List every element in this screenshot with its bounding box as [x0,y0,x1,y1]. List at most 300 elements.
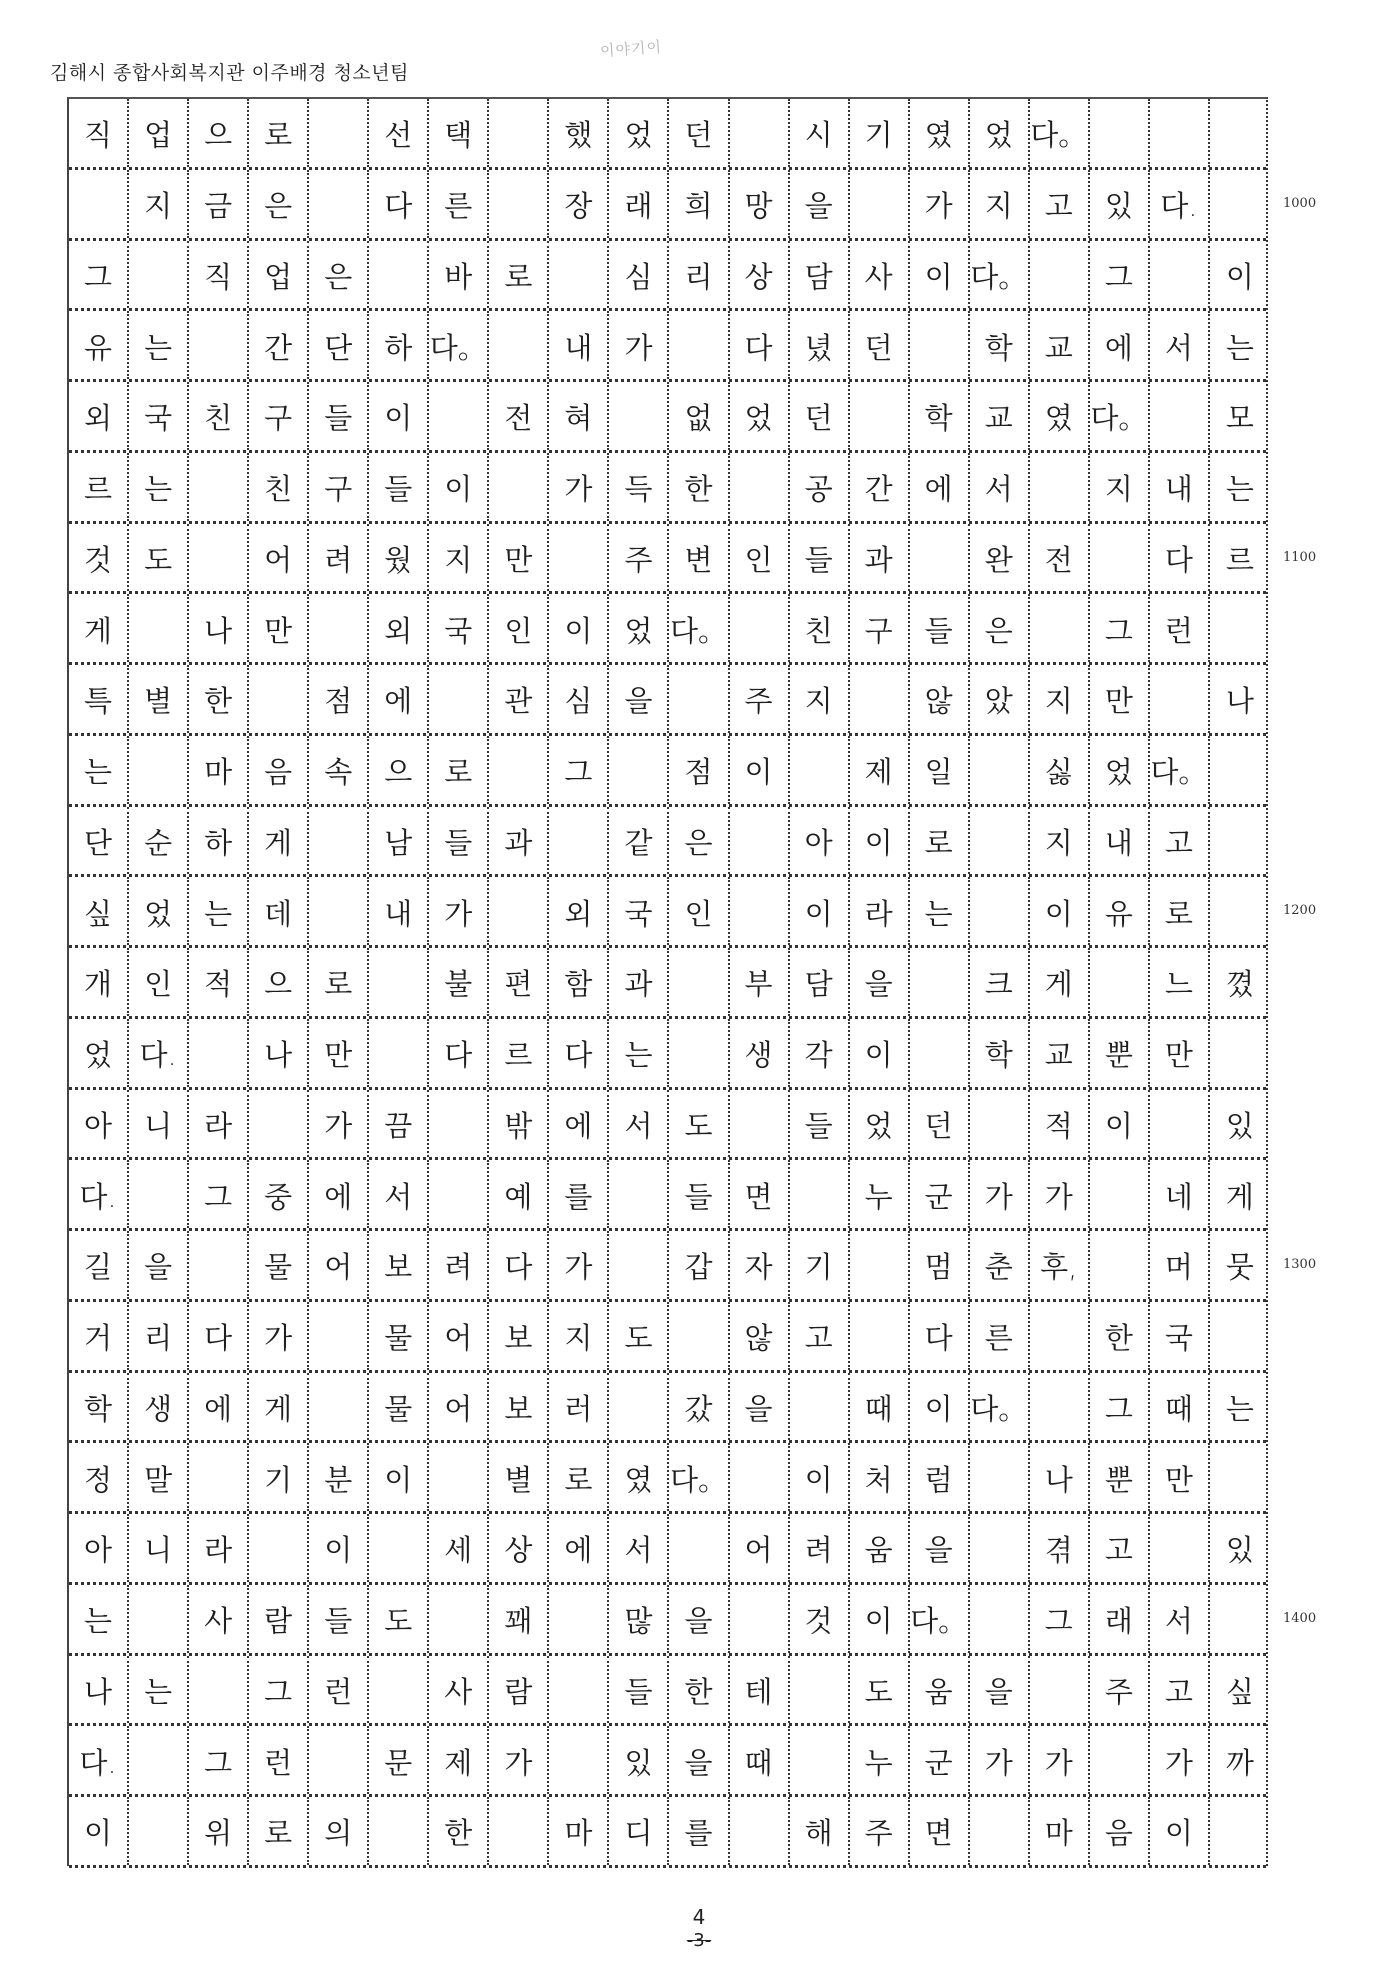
manuscript-cell: 가 [489,1726,549,1794]
manuscript-cell: 그 [1090,1373,1150,1441]
manuscript-cell: 지 [1030,807,1090,875]
manuscript-cell: 일 [910,736,970,804]
manuscript-row [69,948,1266,1019]
manuscript-cell: 교 [1030,311,1090,379]
manuscript-cell: 누 [850,1726,910,1794]
manuscript-cell: 지 [1030,665,1090,733]
manuscript-cell: 정 [69,1443,129,1511]
manuscript-cell: 라 [189,1090,249,1158]
manuscript-cell: 희 [669,170,729,238]
manuscript-cell: 를 [669,1797,729,1865]
manuscript-cell: 로 [1150,877,1210,945]
margin-count-label: 1400 [1283,1610,1317,1626]
manuscript-cell: 것 [790,1585,850,1653]
manuscript-cell: 이 [1150,1797,1210,1865]
manuscript-cell: 물 [369,1302,429,1370]
manuscript-cell: 테 [730,1656,790,1724]
manuscript-cell [429,1443,489,1511]
manuscript-cell: 업 [129,99,189,167]
manuscript-cell [1210,1443,1270,1511]
manuscript-cell: 해 [790,1797,850,1865]
manuscript-cell: 내 [549,311,609,379]
manuscript-cell: 만 [1150,1443,1210,1511]
manuscript-row [69,1090,1266,1161]
manuscript-cell: 가 [249,1302,309,1370]
manuscript-cell [369,241,429,309]
manuscript-cell: 금 [189,170,249,238]
manuscript-cell [609,382,669,450]
manuscript-cell: 가 [1030,1160,1090,1228]
manuscript-cell [970,1797,1030,1865]
manuscript-cell: 주 [850,1797,910,1865]
manuscript-cell: 인 [669,877,729,945]
manuscript-cell: 꽤 [489,1585,549,1653]
manuscript-cell: 외 [549,877,609,945]
manuscript-cell: 에 [309,1160,369,1228]
manuscript-cell: 었 [970,99,1030,167]
manuscript-row [69,1373,1266,1444]
manuscript-cell: 서 [369,1160,429,1228]
manuscript-cell: 들 [669,1160,729,1228]
manuscript-cell [730,1797,790,1865]
manuscript-cell: 고 [1150,1656,1210,1724]
manuscript-cell: 제 [850,736,910,804]
manuscript-cell: 려 [309,524,369,592]
manuscript-cell [1210,1797,1270,1865]
manuscript-cell [1090,948,1150,1016]
manuscript-cell: 아 [790,807,850,875]
manuscript-cell [850,665,910,733]
manuscript-cell: 고 [1030,170,1090,238]
manuscript-cell: 한 [429,1797,489,1865]
manuscript-cell: 들 [309,382,369,450]
manuscript-cell [730,1443,790,1511]
manuscript-cell: 가 [970,1160,1030,1228]
manuscript-cell: 럼 [910,1443,970,1511]
manuscript-cell: 부 [730,948,790,1016]
manuscript-cell [129,241,189,309]
manuscript-cell [790,1373,850,1441]
manuscript-cell: 한 [1090,1302,1150,1370]
manuscript-cell: 단 [69,807,129,875]
manuscript-cell: 었 [730,382,790,450]
manuscript-cell: 어 [429,1373,489,1441]
manuscript-cell: 마 [549,1797,609,1865]
manuscript-cell: 다。 [1150,736,1210,804]
manuscript-cell: 리 [669,241,729,309]
manuscript-cell: 지 [790,665,850,733]
document-header-title: 김해시 종합사회복지관 이주배경 청소년팀 [50,62,409,84]
manuscript-cell: 였 [609,1443,669,1511]
manuscript-cell [970,877,1030,945]
manuscript-cell: 구 [249,382,309,450]
manuscript-cell [1150,665,1210,733]
manuscript-cell: 유 [1090,877,1150,945]
manuscript-cell [69,170,129,238]
page-number: 4 [692,1905,706,1929]
manuscript-cell: 이 [910,241,970,309]
manuscript-cell: 로 [910,807,970,875]
manuscript-cell: 점 [309,665,369,733]
manuscript-cell: 움 [910,1656,970,1724]
manuscript-cell: 생 [730,1019,790,1087]
manuscript-cell: 이 [1090,1090,1150,1158]
manuscript-cell: 혀 [549,382,609,450]
manuscript-cell: 르 [489,1019,549,1087]
manuscript-cell: 지 [970,170,1030,238]
manuscript-cell: 거 [69,1302,129,1370]
manuscript-cell [1030,241,1090,309]
manuscript-row [69,807,1266,878]
manuscript-cell: 게 [1030,948,1090,1016]
margin-count-label: 1000 [1283,195,1317,211]
manuscript-cell: 들 [910,594,970,662]
manuscript-cell [309,1373,369,1441]
manuscript-cell: 로 [249,99,309,167]
manuscript-cell: 가 [549,1231,609,1299]
manuscript-cell: 주 [609,524,669,592]
manuscript-cell: 이 [1225,259,1254,294]
manuscript-cell [730,99,790,167]
manuscript-cell: 었 [1090,736,1150,804]
manuscript-cell: 고 [1150,807,1210,875]
manuscript-cell: 한 [669,1656,729,1724]
manuscript-cell [129,736,189,804]
manuscript-cell [369,1656,429,1724]
manuscript-cell [669,665,729,733]
manuscript-cell: 다. [69,1160,129,1228]
manuscript-cell: 가 [609,311,669,379]
manuscript-cell: 춘 [970,1231,1030,1299]
manuscript-cell [369,1019,429,1087]
manuscript-cell: 있 [609,1726,669,1794]
margin-count-label: 1300 [1283,1257,1317,1273]
manuscript-cell: 기 [790,1231,850,1299]
manuscript-cell: 니 [129,1090,189,1158]
manuscript-cell: 으 [249,948,309,1016]
manuscript-cell: 음 [1090,1797,1150,1865]
manuscript-cell: 별 [129,665,189,733]
manuscript-cell [1210,170,1270,238]
manuscript-cell: 사 [850,241,910,309]
manuscript-cell: 머 [1150,1231,1210,1299]
manuscript-cell: 바 [429,241,489,309]
manuscript-cell: 업 [249,241,309,309]
manuscript-cell: 예 [489,1160,549,1228]
manuscript-cell [1030,453,1090,521]
manuscript-cell: 득 [609,453,669,521]
manuscript-cell: 웠 [369,524,429,592]
manuscript-cell [730,453,790,521]
manuscript-cell: 있 [1225,1533,1254,1568]
manuscript-cell: 만 [309,1019,369,1087]
manuscript-cell: 래 [1090,1585,1150,1653]
manuscript-cell: 어 [730,1514,790,1582]
manuscript-cell: 끔 [369,1090,429,1158]
manuscript-cell: 내 [1090,807,1150,875]
manuscript-cell: 니 [129,1514,189,1582]
manuscript-cell [910,948,970,1016]
manuscript-cell: 주 [730,665,790,733]
manuscript-cell: 문 [369,1726,429,1794]
manuscript-cell [1210,594,1270,662]
manuscript-cell: 는 [69,1585,129,1653]
manuscript-cell: 은 [249,170,309,238]
manuscript-cell: 택 [429,99,489,167]
manuscript-cell: 을 [609,665,669,733]
manuscript-cell [1210,1019,1270,1087]
manuscript-cell: 려 [790,1514,850,1582]
manuscript-cell [309,99,369,167]
manuscript-cell: 구 [309,453,369,521]
manuscript-cell [970,1585,1030,1653]
manuscript-cell: 학 [910,382,970,450]
manuscript-cell: 다 [189,1302,249,1370]
manuscript-cell: 이 [1030,877,1090,945]
manuscript-cell: 에 [369,665,429,733]
manuscript-cell: 담 [790,241,850,309]
manuscript-cell [489,99,549,167]
manuscript-cell: 들 [369,453,429,521]
manuscript-cell: 다 [910,1302,970,1370]
manuscript-cell [129,594,189,662]
manuscript-cell: 관 [489,665,549,733]
manuscript-cell: 는 [1225,330,1254,365]
manuscript-cell: 뿐 [1090,1019,1150,1087]
manuscript-cell [790,1160,850,1228]
manuscript-cell: 것 [69,524,129,592]
manuscript-cell: 어 [309,1231,369,1299]
manuscript-cell: 상 [730,241,790,309]
manuscript-cell: 게 [69,594,129,662]
manuscript-cell [730,807,790,875]
manuscript-cell: 각 [790,1019,850,1087]
manuscript-row [69,524,1266,595]
margin-count-label: 1100 [1283,549,1317,565]
manuscript-cell: 음 [249,736,309,804]
manuscript-cell [850,382,910,450]
manuscript-cell [669,948,729,1016]
manuscript-row [69,1160,1266,1231]
manuscript-cell: 싶 [69,877,129,945]
manuscript-cell: 람 [489,1656,549,1724]
manuscript-cell: 나 [189,594,249,662]
manuscript-cell: 망 [730,170,790,238]
manuscript-cell [309,1726,369,1794]
manuscript-cell: 같 [609,807,669,875]
manuscript-cell: 멈 [910,1231,970,1299]
manuscript-cell: 이 [910,1373,970,1441]
manuscript-cell [1150,1514,1210,1582]
manuscript-cell [429,382,489,450]
manuscript-cell: 꼈 [1225,967,1254,1002]
manuscript-cell: 들 [609,1656,669,1724]
manuscript-cell [309,170,369,238]
manuscript-cell: 이 [850,1019,910,1087]
manuscript-cell: 서 [1150,311,1210,379]
manuscript-cell [970,736,1030,804]
manuscript-cell: 면 [910,1797,970,1865]
manuscript-cell: 없 [669,382,729,450]
manuscript-cell [1030,594,1090,662]
manuscript-cell: 가 [1150,1726,1210,1794]
manuscript-row [69,1302,1266,1373]
manuscript-cell: 가 [429,877,489,945]
manuscript-cell: 도 [369,1585,429,1653]
manuscript-cell: 그 [1030,1585,1090,1653]
manuscript-cell: 은 [970,594,1030,662]
manuscript-cell [549,524,609,592]
manuscript-cell [1210,877,1270,945]
manuscript-cell: 주 [1090,1656,1150,1724]
manuscript-cell [429,1585,489,1653]
margin-count-label: 1200 [1283,903,1317,919]
manuscript-cell: 완 [970,524,1030,592]
manuscript-cell: 로 [429,736,489,804]
manuscript-cell: 로 [489,241,549,309]
manuscript-cell: 구 [850,594,910,662]
manuscript-cell: 는 [69,736,129,804]
manuscript-cell: 나 [249,1019,309,1087]
manuscript-cell: 말 [129,1443,189,1511]
manuscript-cell: 런 [249,1726,309,1794]
manuscript-cell: 하 [189,807,249,875]
manuscript-cell: 공 [790,453,850,521]
manuscript-cell: 서 [609,1090,669,1158]
manuscript-row [69,1656,1266,1727]
manuscript-cell: 나 [1225,684,1254,719]
manuscript-cell: 다 [369,170,429,238]
manuscript-cell: 던 [669,99,729,167]
manuscript-cell: 보 [489,1373,549,1441]
manuscript-cell: 직 [189,241,249,309]
manuscript-cell: 들 [790,1090,850,1158]
manuscript-cell: 이 [850,807,910,875]
manuscript-cell: 고 [790,1302,850,1370]
manuscript-cell: 이 [790,877,850,945]
manuscript-cell: 다。 [910,1585,970,1653]
manuscript-cell: 는 [129,1656,189,1724]
manuscript-cell [730,594,790,662]
manuscript-cell: 까 [1225,1745,1254,1780]
manuscript-row [69,453,1266,524]
manuscript-cell: 그 [249,1656,309,1724]
manuscript-cell [249,1090,309,1158]
manuscript-cell [970,1090,1030,1158]
manuscript-cell: 있 [1090,170,1150,238]
manuscript-cell [1150,99,1210,167]
manuscript-cell: 적 [189,948,249,1016]
manuscript-cell [1030,1302,1090,1370]
manuscript-cell [1090,1231,1150,1299]
manuscript-cell: 그 [1090,241,1150,309]
manuscript-cell: 는 [129,453,189,521]
manuscript-cell: 래 [609,170,669,238]
manuscript-cell: 던 [790,382,850,450]
crossed-out-page-number: -3- [686,1930,712,1951]
manuscript-cell: 사 [189,1585,249,1653]
manuscript-cell: 심 [549,665,609,733]
manuscript-cell [790,1656,850,1724]
manuscript-cell [1210,1302,1270,1370]
manuscript-cell: 단 [309,311,369,379]
manuscript-cell: 한 [669,453,729,521]
manuscript-cell: 이 [790,1443,850,1511]
manuscript-cell: 심 [609,241,669,309]
manuscript-cell [549,1726,609,1794]
manuscript-cell [369,948,429,1016]
manuscript-cell: 게 [249,1373,309,1441]
manuscript-cell: 로 [249,1797,309,1865]
manuscript-cell [850,1231,910,1299]
manuscript-cell: 만 [249,594,309,662]
manuscript-cell [489,170,549,238]
manuscript-cell: 만 [489,524,549,592]
manuscript-cell: 면 [730,1160,790,1228]
manuscript-cell: 었 [609,594,669,662]
manuscript-cell: 이 [429,453,489,521]
manuscript-cell: 어 [249,524,309,592]
manuscript-cell: 의 [309,1797,369,1865]
manuscript-cell: 특 [69,665,129,733]
manuscript-cell: 내 [369,877,429,945]
manuscript-cell: 이 [369,382,429,450]
manuscript-cell [489,736,549,804]
manuscript-cell: 점 [669,736,729,804]
manuscript-cell: 과 [609,948,669,1016]
manuscript-cell: 중 [249,1160,309,1228]
manuscript-cell: 그 [549,736,609,804]
manuscript-cell: 물 [249,1231,309,1299]
manuscript-row [69,311,1266,382]
manuscript-cell: 상 [489,1514,549,1582]
manuscript-cell: 장 [549,170,609,238]
manuscript-cell [309,594,369,662]
manuscript-cell: 친 [790,594,850,662]
manuscript-cell: 느 [1150,948,1210,1016]
manuscript-cell: 었 [69,1019,129,1087]
manuscript-row [69,1019,1266,1090]
manuscript-cell [189,453,249,521]
manuscript-cell: 그 [69,241,129,309]
manuscript-cell: 간 [249,311,309,379]
manuscript-cell: 런 [309,1656,369,1724]
manuscript-cell: 이 [309,1514,369,1582]
manuscript-cell: 싫 [1030,736,1090,804]
manuscript-row [69,1231,1266,1302]
manuscript-cell: 가 [1030,1726,1090,1794]
manuscript-cell: 들 [429,807,489,875]
manuscript-row [69,594,1266,665]
manuscript-cell: 겪 [1030,1514,1090,1582]
manuscript-cell: 가 [309,1090,369,1158]
manuscript-cell [850,170,910,238]
manuscript-cell: 을 [669,1585,729,1653]
manuscript-cell: 적 [1030,1090,1090,1158]
manuscript-cell: 그 [189,1726,249,1794]
manuscript-cell: 다 [1150,524,1210,592]
manuscript-cell: 은 [309,241,369,309]
manuscript-cell: 인 [489,594,549,662]
manuscript-cell [970,1514,1030,1582]
manuscript-cell: 던 [910,1090,970,1158]
manuscript-cell [129,1585,189,1653]
manuscript-cell: 뭇 [1225,1250,1254,1285]
manuscript-cell [489,1797,549,1865]
manuscript-cell: 후, [1030,1231,1090,1299]
manuscript-cell [1150,382,1210,450]
manuscript-cell [910,1019,970,1087]
